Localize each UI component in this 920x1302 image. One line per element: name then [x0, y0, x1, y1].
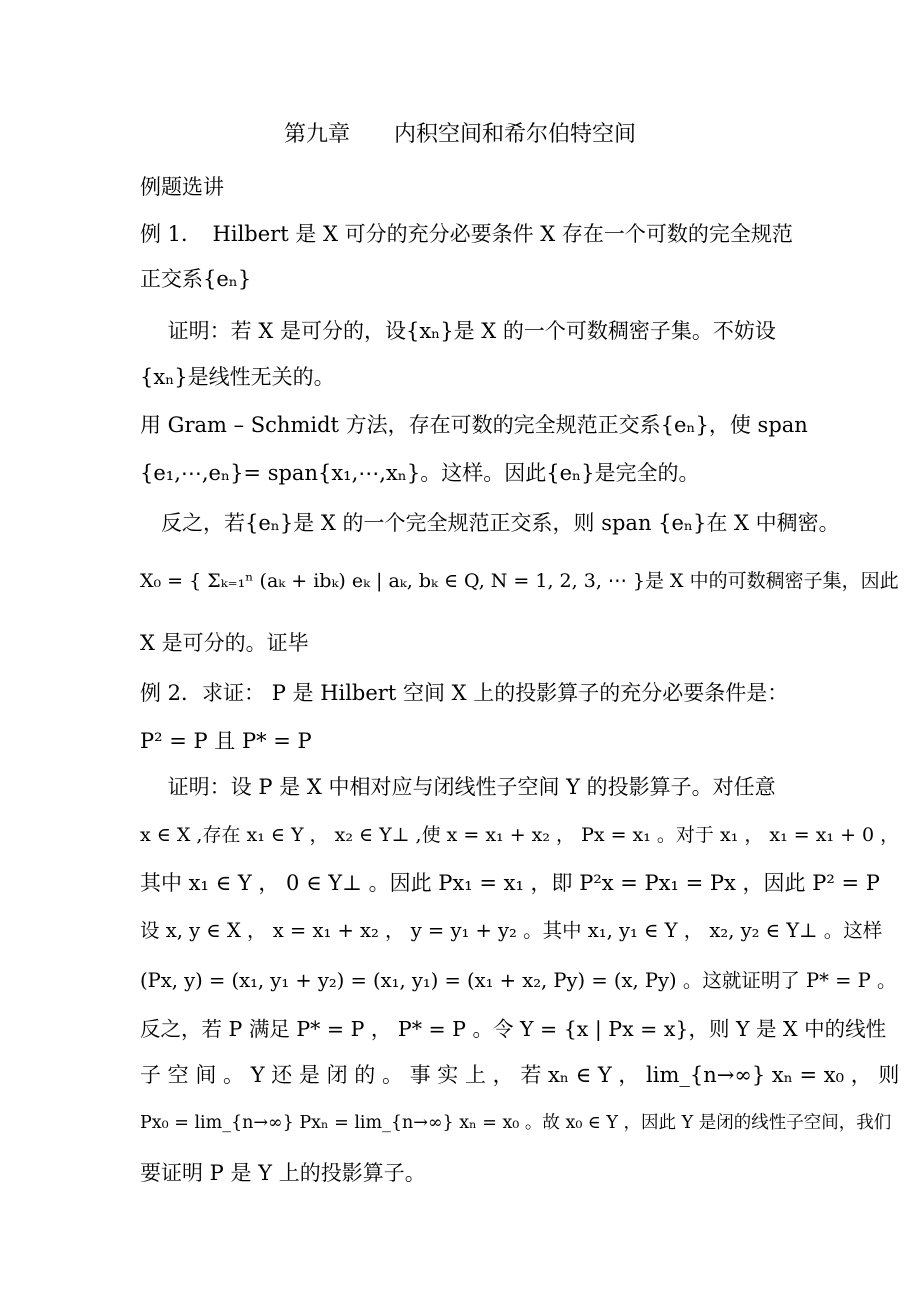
text-line-12: P² = P 且 P* = P: [140, 729, 312, 753]
text-line-21: 要证明 P 是 Y 上的投影算子。: [140, 1161, 426, 1185]
text-line-17: (Px, y) = (x₁, y₁ + y₂) = (x₁, y₁) = (x₁ + x₂, Py) = (x, Py) 。这就证明了 P* = P 。: [140, 969, 897, 992]
text-line-1: 例题选讲: [140, 175, 224, 199]
text-line-10: X 是可分的。证毕: [140, 631, 309, 655]
text-line-7: {e₁,⋯,eₙ}= span{x₁,⋯,xₙ}。这样。因此{eₙ}是完全的。: [140, 461, 700, 485]
text-line-15: 其中 x₁ ∈ Y ， 0 ∈ Y⊥ 。因此 Px₁ = x₁ ，即 P²x = Px₁ = Px ，因此 P² = P: [140, 871, 880, 895]
chapter-title: 第九章 内积空间和希尔伯特空间: [283, 122, 636, 147]
text-line-4: 证明：若 X 是可分的，设{xₙ}是 X 的一个可数稠密子集。不妨设: [140, 319, 776, 343]
text-line-3: 正交系{eₙ}: [140, 267, 252, 291]
text-line-8: 反之，若{eₙ}是 X 的一个完全规范正交系，则 span {eₙ}在 X 中稠密。: [140, 511, 840, 535]
text-line-20: Px₀ = lim_{n→∞} Pxₙ = lim_{n→∞} xₙ = x₀ 。故 x₀ ∈ Y ，因此 Y 是闭的线性子空间，我们: [140, 1113, 892, 1133]
text-line-5: {xₙ}是线性无关的。: [140, 365, 335, 389]
text-line-14: x ∈ X ,存在 x₁ ∈ Y ， x₂ ∈ Y⊥ ,使 x = x₁ + x₂ ， Px = x₁ 。对于 x₁ ， x₁ = x₁ + 0 ，: [140, 824, 900, 846]
text-line-11: 例 2．求证： P 是 Hilbert 空间 X 上的投影算子的充分必要条件是：: [140, 681, 789, 705]
text-line-16: 设 x, y ∈ X ， x = x₁ + x₂ ， y = y₁ + y₂ 。其中 x₁, y₁ ∈ Y ， x₂, y₂ ∈ Y⊥ 。这样: [140, 919, 883, 942]
text-line-13: 证明：设 P 是 X 中相对应与闭线性子空间 Y 的投影算子。对任意: [140, 775, 776, 799]
text-line-2: 例 1． Hilbert 是 X 可分的充分必要条件 X 存在一个可数的完全规范: [140, 222, 793, 246]
formula-line-X0: X₀ = { Σₖ₌₁ⁿ (aₖ + ibₖ) eₖ | aₖ, bₖ ∈ Q, N = 1, 2, 3, ⋯ }是 X 中的可数稠密子集，因此: [140, 570, 899, 592]
text-line-6: 用 Gram – Schmidt 方法，存在可数的完全规范正交系{eₙ}，使 span: [140, 413, 808, 437]
text-line-19: 子 空 间 。 Y 还 是 闭 的 。 事 实 上 ， 若 xₙ ∈ Y ， lim_{n→∞} xₙ = x₀ ， 则: [140, 1063, 900, 1087]
text-line-18: 反之，若 P 满足 P* = P ， P* = P 。令 Y = {x | Px = x}，则 Y 是 X 中的线性: [140, 1017, 887, 1041]
